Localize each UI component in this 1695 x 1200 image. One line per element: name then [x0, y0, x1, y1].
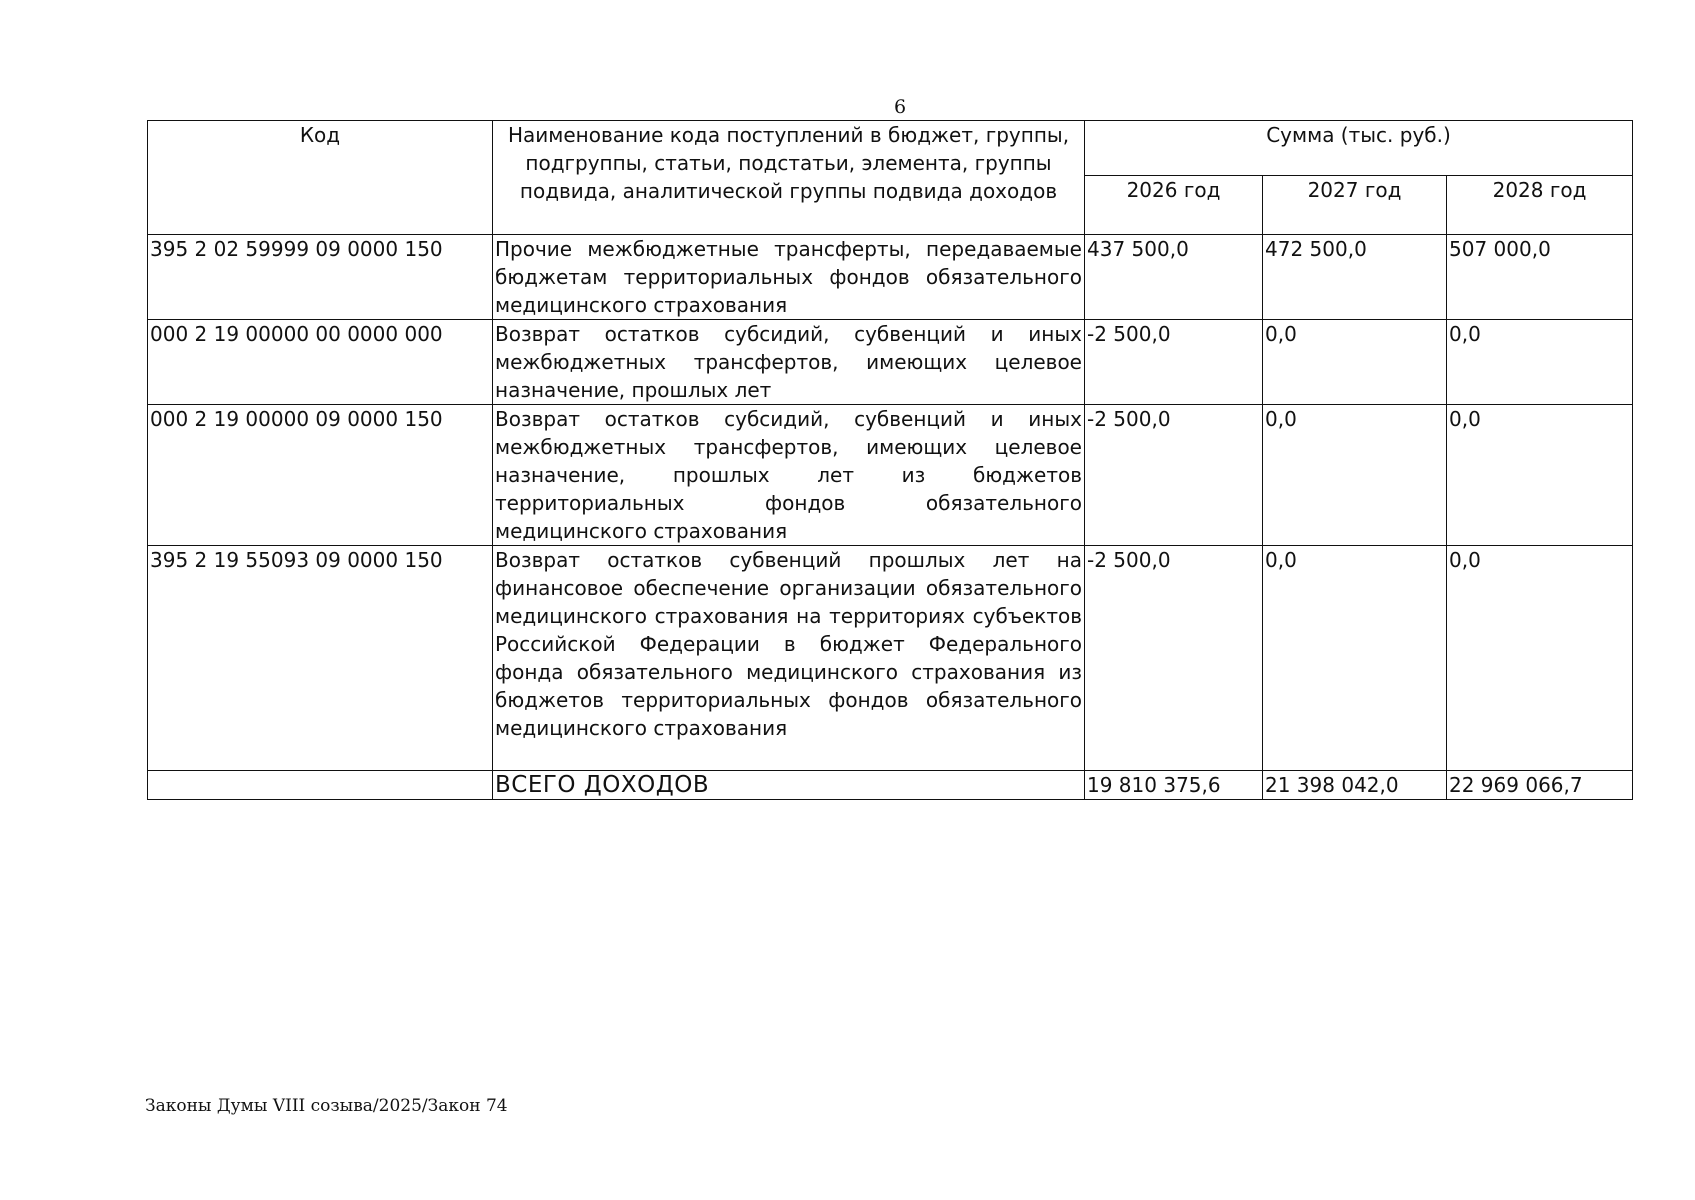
row-value-2028: 0,0 — [1447, 546, 1633, 771]
header-year-2026: 2026 год — [1085, 176, 1263, 235]
row-code: 395 2 19 55093 09 0000 150 — [148, 546, 493, 771]
row-value-2027: 472 500,0 — [1263, 235, 1447, 320]
row-name: Прочие межбюджетные трансферты, передаваемые бюджетам территориальных фондов обязательного медицинского страхования — [493, 235, 1085, 320]
table-row — [148, 320, 1633, 405]
row-value-2028: 507 000,0 — [1447, 235, 1633, 320]
row-code: 000 2 19 00000 09 0000 150 — [148, 405, 493, 546]
total-value-2027: 21 398 042,0 — [1263, 771, 1447, 800]
total-label: ВСЕГО ДОХОДОВ — [493, 771, 1085, 800]
header-sum: Сумма (тыс. руб.) — [1085, 121, 1633, 176]
row-value-2027: 0,0 — [1263, 546, 1447, 771]
row-value-2026: -2 500,0 — [1085, 546, 1263, 771]
row-name: Возврат остатков субвенций прошлых лет на финансовое обеспечение организации обязательного медицинского страхования на территориях субъектов Российской Федерации в бюджет Федерального фонда обязательного медицинского страхования из бюджетов территориальных фондов обязательного медицинского страхования — [493, 546, 1085, 771]
header-code: Код — [148, 121, 493, 235]
row-value-2026: 437 500,0 — [1085, 235, 1263, 320]
row-value-2028: 0,0 — [1447, 320, 1633, 405]
row-code: 000 2 19 00000 00 0000 000 — [148, 320, 493, 405]
header-year-2027: 2027 год — [1263, 176, 1447, 235]
document-footer: Законы Думы VIII созыва/2025/Закон 74 — [145, 1096, 508, 1116]
table-header-row — [148, 121, 1633, 176]
revenue-table — [147, 120, 1633, 800]
row-value-2027: 0,0 — [1263, 320, 1447, 405]
total-value-2028: 22 969 066,7 — [1447, 771, 1633, 800]
row-value-2027: 0,0 — [1263, 405, 1447, 546]
table-row — [148, 235, 1633, 320]
row-code: 395 2 02 59999 09 0000 150 — [148, 235, 493, 320]
total-value-2026: 19 810 375,6 — [1085, 771, 1263, 800]
row-name: Возврат остатков субсидий, субвенций и иных межбюджетных трансфертов, имеющих целевое назначение, прошлых лет из бюджетов территориальных фондов обязательного медицинского страхования — [493, 405, 1085, 546]
row-value-2026: -2 500,0 — [1085, 405, 1263, 546]
row-value-2026: -2 500,0 — [1085, 320, 1263, 405]
row-name: Возврат остатков субсидий, субвенций и иных межбюджетных трансфертов, имеющих целевое назначение, прошлых лет — [493, 320, 1085, 405]
header-year-2028: 2028 год — [1447, 176, 1633, 235]
table-row — [148, 546, 1633, 771]
header-name: Наименование кода поступлений в бюджет, группы, подгруппы, статьи, подстатьи, элемента, группы подвида, аналитической группы подвида доходов — [493, 121, 1085, 235]
page-number: 6 — [893, 96, 907, 118]
total-code — [148, 771, 493, 800]
table-row — [148, 405, 1633, 546]
row-value-2028: 0,0 — [1447, 405, 1633, 546]
total-row — [148, 771, 1633, 800]
